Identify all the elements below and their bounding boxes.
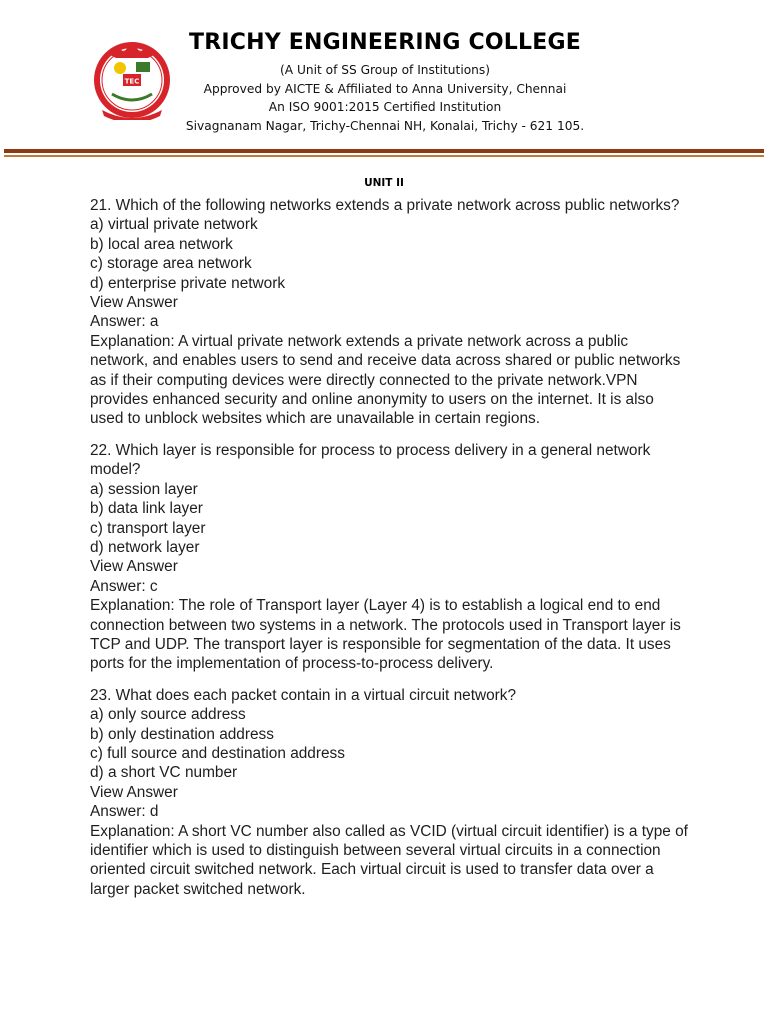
college-name: TRICHY ENGINEERING COLLEGE (189, 30, 581, 55)
question-list (90, 196, 690, 911)
option-c: c) transport layer (90, 519, 206, 537)
answer-text: Answer: c (90, 577, 158, 595)
question-block (90, 196, 690, 429)
answer-text: Answer: d (90, 803, 159, 821)
college-info (180, 30, 590, 135)
college-unit-line: (A Unit of SS Group of Institutions) (279, 63, 490, 77)
unit-title: UNIT II (364, 177, 404, 189)
college-emblem-icon (90, 36, 174, 120)
question-text: 23. What does each packet contain in a virtual circuit network? (90, 686, 517, 704)
option-a: a) session layer (90, 480, 198, 498)
option-b: b) local area network (90, 235, 233, 253)
explanation-text: Explanation: The role of Transport layer (Layer 4) is to establish a logical end to end connection between two systems in a network. The protocols used in Transport layer is TCP and UDP. The transport layer is responsible for segmentation of the data. It uses ports for the implementation of process-to-process delivery. (90, 597, 681, 673)
option-d: d) enterprise private network (90, 274, 286, 292)
option-d: d) a short VC number (90, 764, 238, 782)
college-approval-line: Approved by AICTE & Affiliated to Anna University, Chennai (203, 81, 567, 96)
explanation-text: Explanation: A short VC number also called as VCID (virtual circuit identifier) is a type of identifier which is used to distinguish between several virtual circuits in a connection oriented circuit switched network. Each virtual circuit is used to transfer data over a larger packet switched network. (90, 822, 688, 898)
option-d: d) network layer (90, 538, 200, 556)
document-header (0, 0, 768, 160)
option-c: c) full source and destination address (90, 744, 345, 762)
college-address-line: Sivagnanam Nagar, Trichy-Chennai NH, Konalai, Trichy - 621 105. (185, 118, 585, 133)
option-a: a) virtual private network (90, 216, 258, 234)
view-answer-link[interactable]: View Answer (90, 294, 178, 312)
question-text: 21. Which of the following networks extends a private network across public networks? (90, 197, 680, 214)
question-block (90, 686, 690, 899)
explanation-text: Explanation: A virtual private network extends a private network across a public network, and enables users to send and receive data across shared or public networks as if their computing devices were directly connected to the private network.VPN provides enhanced security and online anonymity to users on the internet. It is also used to unblock websites which are unavailable in certain regions. (90, 332, 681, 428)
question-text: 22. Which layer is responsible for process to process delivery in a general network model? (90, 441, 651, 479)
question-block (90, 441, 690, 674)
option-b: b) only destination address (90, 725, 274, 743)
view-answer-link[interactable]: View Answer (90, 783, 178, 801)
option-a: a) only source address (90, 706, 246, 724)
logo-text: TEC (124, 77, 140, 86)
option-c: c) storage area network (90, 255, 252, 273)
view-answer-link[interactable]: View Answer (90, 558, 178, 576)
header-divider-thin (4, 155, 764, 157)
header-divider-thick (4, 149, 764, 153)
option-b: b) data link layer (90, 500, 203, 518)
answer-text: Answer: a (90, 313, 159, 331)
college-iso-line: An ISO 9001:2015 Certified Institution (268, 100, 502, 114)
